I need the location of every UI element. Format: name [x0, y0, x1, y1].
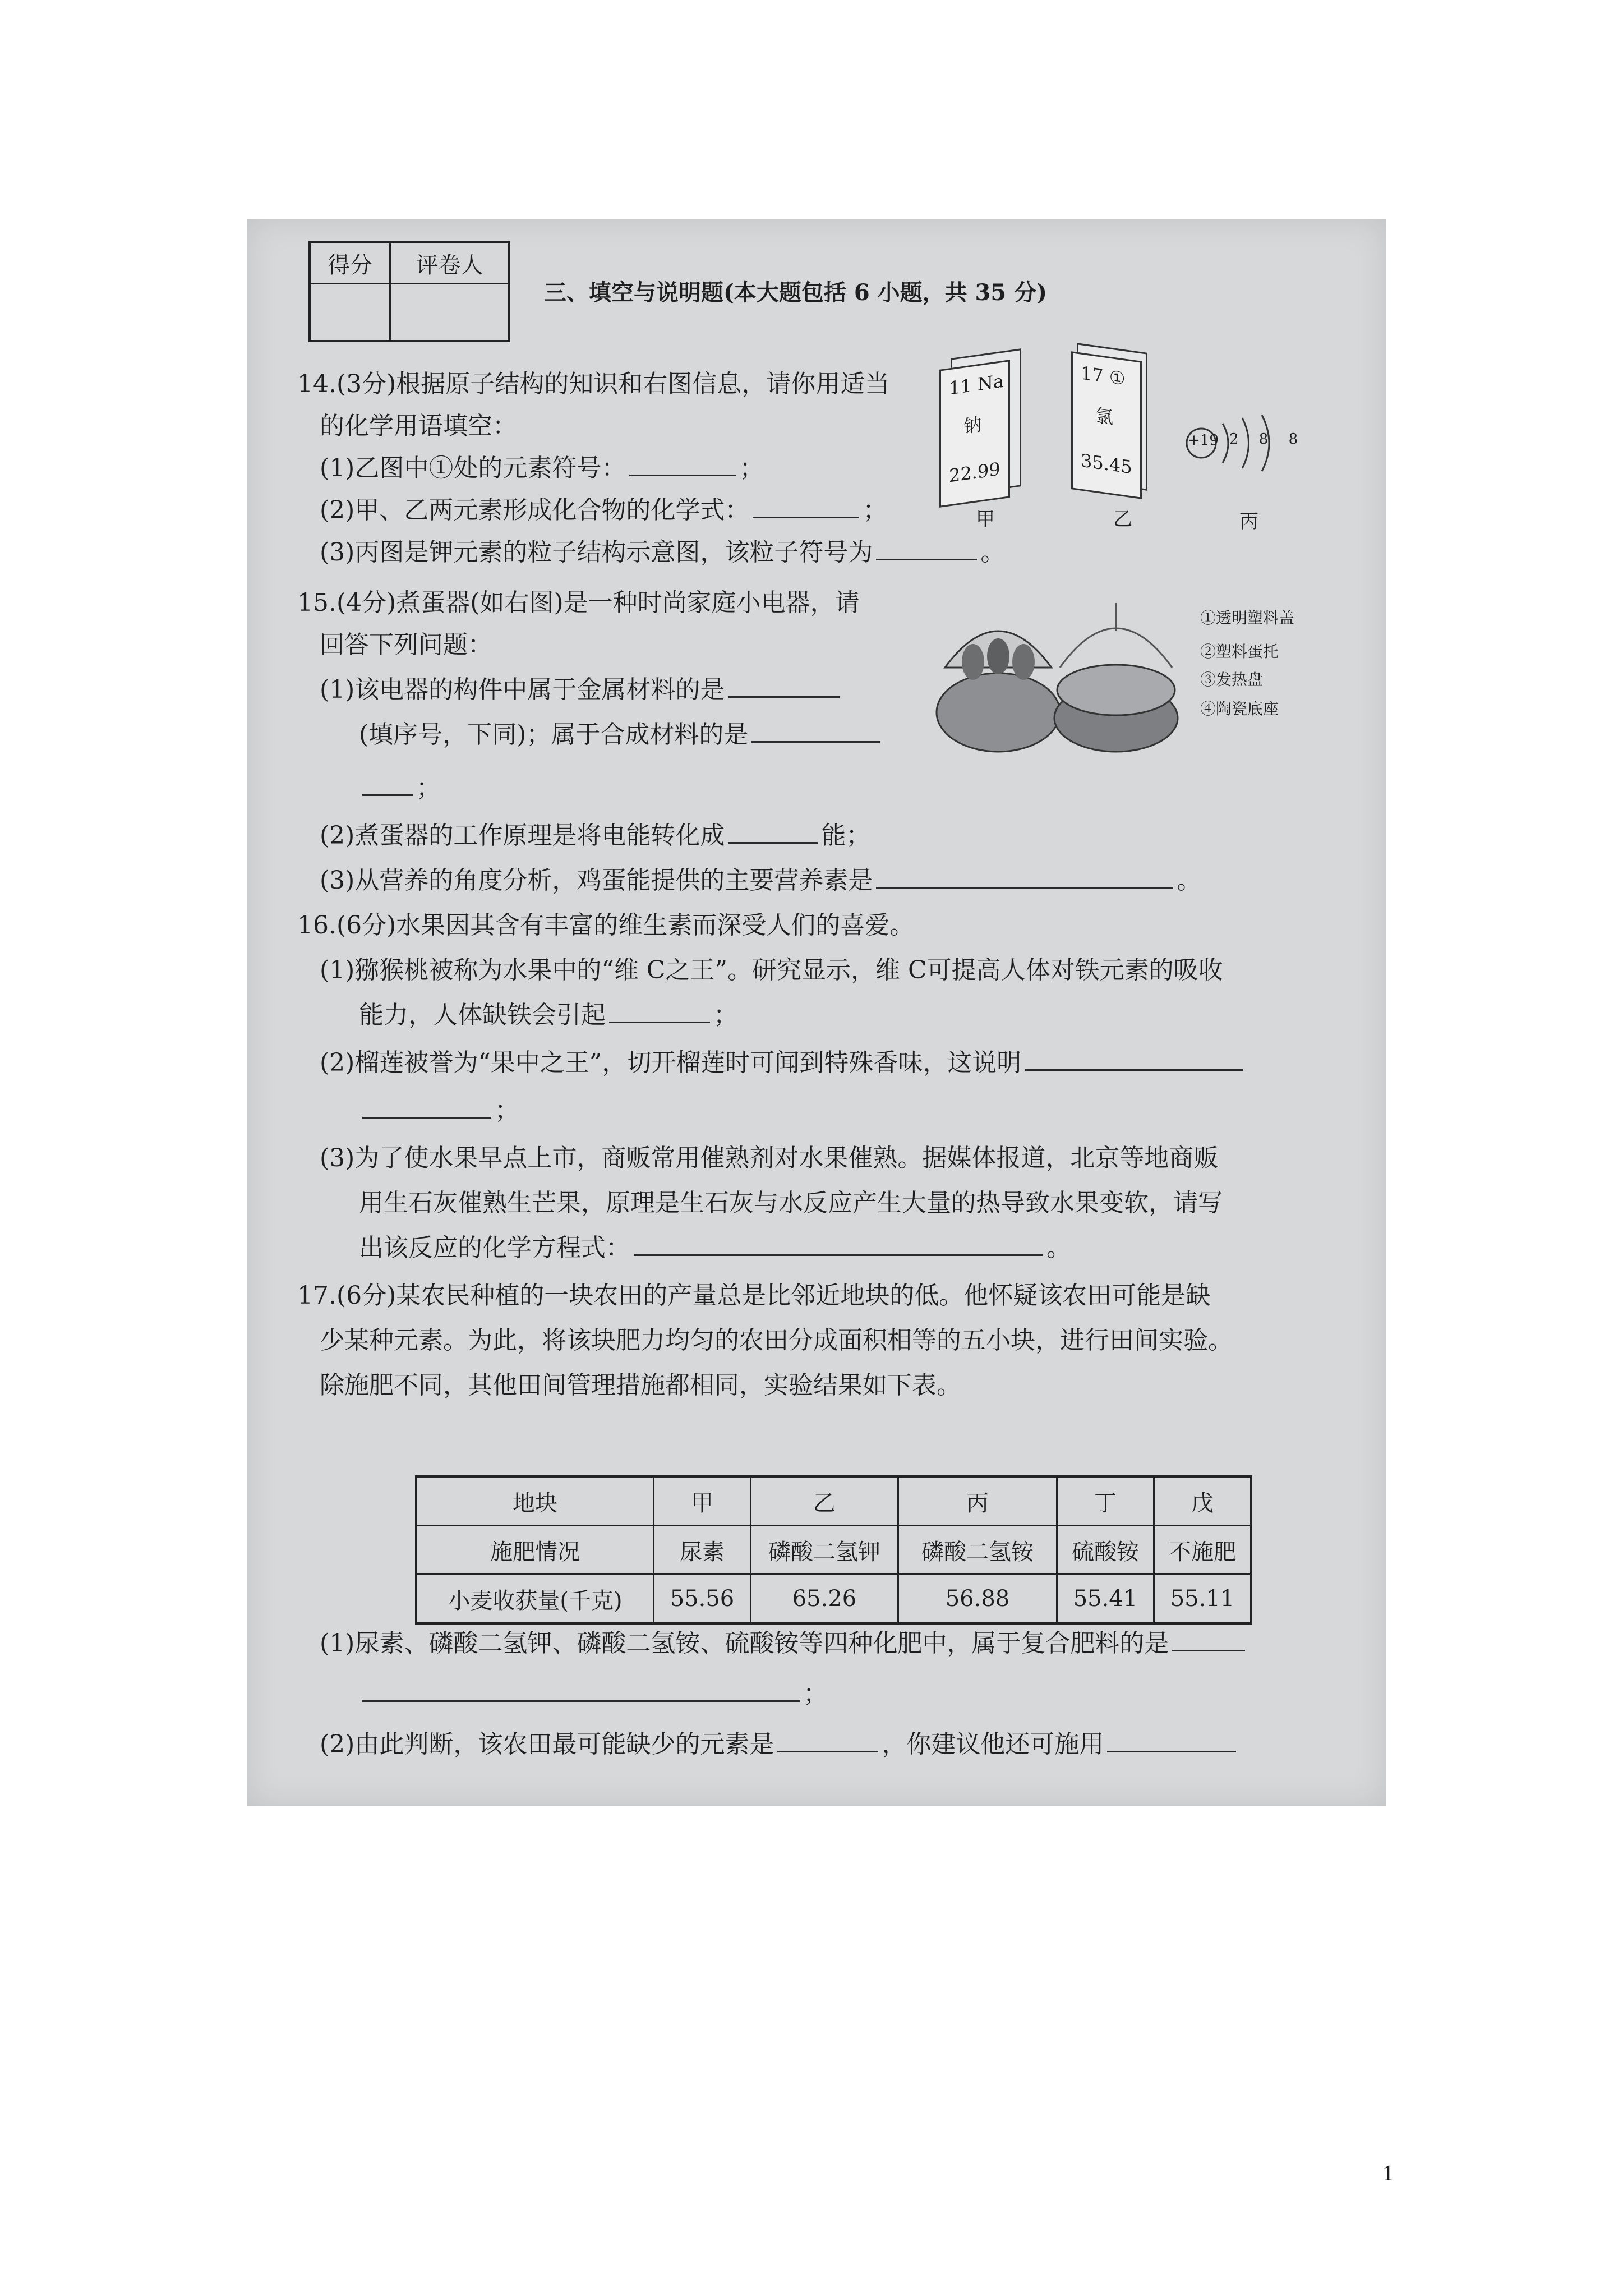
yield-cell: 55.41 [1057, 1575, 1154, 1624]
legend-item-3: ③发热盘 [1200, 670, 1264, 689]
q15-part-1a: (1)该电器的构件中属于金属材料的是 [320, 673, 843, 707]
q17-stem-2: 少某种元素。为此，将该块肥力均匀的农田分成面积相等的五小块，进行田间实验。 [320, 1326, 1233, 1355]
egg-1 [962, 644, 984, 680]
q17-stem-1: 17.(6分)某农民种植的一块农田的产量总是比邻近地块的低。他怀疑该农田可能是缺 [297, 1281, 1211, 1310]
card-yi [1071, 351, 1142, 499]
egg-3 [1012, 644, 1035, 680]
jia-mass: 22.99 [949, 458, 1000, 487]
exam-photo [247, 219, 1386, 1806]
score-box [308, 241, 510, 342]
nucleus-charge: +19 [1188, 432, 1219, 449]
q14-part-1: (1)乙图中①处的元素符号： ； [320, 452, 764, 485]
q15-part-3: (3)从营养的角度分析，鸡蛋能提供的主要营养素是 。 [320, 864, 1201, 898]
q17-part-2: (2)由此判断，该农田最可能缺少的元素是 ，你建议他还可施用 [320, 1728, 1239, 1761]
q16-stem: 16.(6分)水果因其含有丰富的维生素而深受人们的喜爱。 [297, 911, 915, 940]
yield-cell: 55.56 [654, 1575, 751, 1624]
q15-answer-1[interactable] [728, 674, 840, 698]
q16-part-3a: (3)为了使水果早点上市，商贩常用催熟剂对水果催熟。据媒体报道，北京等地商贩 [320, 1144, 1219, 1172]
score-label: 得分 [310, 242, 390, 284]
q16-part-3b: 用生石灰催熟生芒果，原理是生石灰与水反应产生大量的热导致水果变软，请写 [359, 1189, 1223, 1217]
card-jia [939, 360, 1010, 508]
yield-cell: 65.26 [751, 1575, 898, 1624]
row-header-fertilizer: 施肥情况 [416, 1526, 654, 1575]
yield-cell: 56.88 [898, 1575, 1057, 1624]
q16-part-1b: 能力，人体缺铁会引起 ； [359, 999, 738, 1032]
q16-answer-1[interactable] [609, 999, 710, 1023]
plot-cell: 甲 [654, 1476, 751, 1526]
yi-number: 17 [1081, 362, 1104, 387]
q17-answer-1-cont[interactable] [362, 1678, 800, 1702]
transparent-lid [1060, 628, 1172, 668]
q15-part-1c: ； [359, 771, 441, 805]
q15-answer-2[interactable] [751, 719, 880, 743]
q16-answer-2-cont[interactable] [362, 1094, 491, 1119]
plot-cell: 丁 [1057, 1476, 1154, 1526]
shell-arc-1 [1223, 424, 1228, 463]
legend-item-2: ②塑料蛋托 [1200, 642, 1279, 661]
cooker-base-left [937, 673, 1060, 752]
q17-answer-1[interactable] [1172, 1627, 1245, 1651]
q17-part-1b: ； [359, 1677, 828, 1711]
egg-tray [1057, 665, 1175, 715]
row-header-plot: 地块 [416, 1476, 654, 1526]
table-row [416, 1476, 1251, 1526]
egg-cooker-illustration [931, 600, 1189, 763]
yi-name: 氯 [1095, 404, 1114, 429]
q14-part-2: (2)甲、乙两元素形成化合物的化学式： ； [320, 494, 887, 527]
grader-cell[interactable] [390, 284, 509, 342]
q14-stem-2: 的化学用语填空： [320, 412, 517, 440]
q17-stem-3: 除施肥不同，其他田间管理措施都相同，实验结果如下表。 [320, 1371, 961, 1400]
q14-answer-3[interactable] [876, 536, 977, 560]
q14-stem-1: 14.(3分)根据原子结构的知识和右图信息，请你用适当 [297, 370, 890, 398]
q15-answer-2-cont[interactable] [362, 772, 413, 796]
row-header-yield: 小麦收获量(千克) [416, 1575, 654, 1624]
q15-answer-4[interactable] [876, 864, 1173, 889]
potassium-ion-diagram [1183, 409, 1295, 494]
yi-symbol: ① [1109, 366, 1126, 390]
grader-label: 评卷人 [390, 242, 509, 284]
bing-label: 丙 [1239, 510, 1258, 533]
q15-part-1b: (填序号，下同)；属于合成材料的是 [359, 718, 884, 752]
q16-answer-2[interactable] [1025, 1047, 1243, 1071]
q14-answer-2[interactable] [753, 494, 859, 518]
fertilizer-cell: 尿素 [654, 1526, 751, 1575]
q16-part-2a: (2)榴莲被誉为“果中之王”，切开榴莲时可闻到特殊香味，这说明 [320, 1046, 1247, 1080]
egg-2 [987, 638, 1009, 674]
q17-answer-3[interactable] [1107, 1728, 1236, 1752]
q16-answer-3[interactable] [634, 1232, 1043, 1256]
yield-cell: 55.11 [1154, 1575, 1252, 1624]
jia-name: 钠 [963, 413, 982, 438]
q16-part-2b: ； [359, 1094, 519, 1128]
yi-mass: 35.45 [1081, 449, 1132, 478]
q16-part-1a: (1)猕猴桃被称为水果中的“维 C之王”。研究显示，维 C可提高人体对铁元素的吸收 [320, 956, 1223, 984]
q15-stem-2: 回答下列问题： [320, 631, 492, 659]
fertilizer-cell: 不施肥 [1154, 1526, 1252, 1575]
table-row [416, 1526, 1251, 1575]
page-number: 1 [1382, 2160, 1394, 2185]
fertilizer-cell: 磷酸二氢钾 [751, 1526, 898, 1575]
q17-part-1a: (1)尿素、磷酸二氢钾、磷酸二氢铵、硫酸铵等四种化肥中，属于复合肥料的是 [320, 1627, 1248, 1660]
section-title: 三、填空与说明题(本大题包括 6 小题，共 35 分) [544, 279, 1048, 306]
legend-item-1: ①透明塑料盖 [1200, 609, 1295, 627]
yi-label: 乙 [1113, 508, 1132, 531]
shell-electrons: 2 8 8 [1229, 431, 1306, 448]
plot-cell: 戊 [1154, 1476, 1252, 1526]
plot-cell: 丙 [898, 1476, 1057, 1526]
q15-answer-3[interactable] [728, 820, 818, 844]
fertilizer-cell: 磷酸二氢铵 [898, 1526, 1057, 1575]
jia-symbol: Na [977, 370, 1004, 395]
fertilizer-cell: 硫酸铵 [1057, 1526, 1154, 1575]
q15-stem-1: 15.(4分)煮蛋器(如右图)是一种时尚家庭小电器，请 [297, 588, 860, 617]
q17-answer-2[interactable] [777, 1728, 878, 1752]
jia-label: 甲 [976, 508, 995, 531]
q14-answer-1[interactable] [629, 452, 736, 476]
experiment-table [415, 1475, 1252, 1625]
q14-part-3: (3)丙图是钾元素的粒子结构示意图，该粒子符号为 。 [320, 536, 1005, 569]
jia-number: 11 [949, 374, 972, 399]
q16-part-3c: 出该反应的化学方程式： 。 [359, 1231, 1071, 1265]
table-row [416, 1575, 1251, 1624]
score-cell[interactable] [310, 284, 390, 342]
plot-cell: 乙 [751, 1476, 898, 1526]
legend-item-4: ④陶瓷底座 [1200, 700, 1279, 718]
q15-part-2: (2)煮蛋器的工作原理是将电能转化成 能； [320, 819, 870, 853]
